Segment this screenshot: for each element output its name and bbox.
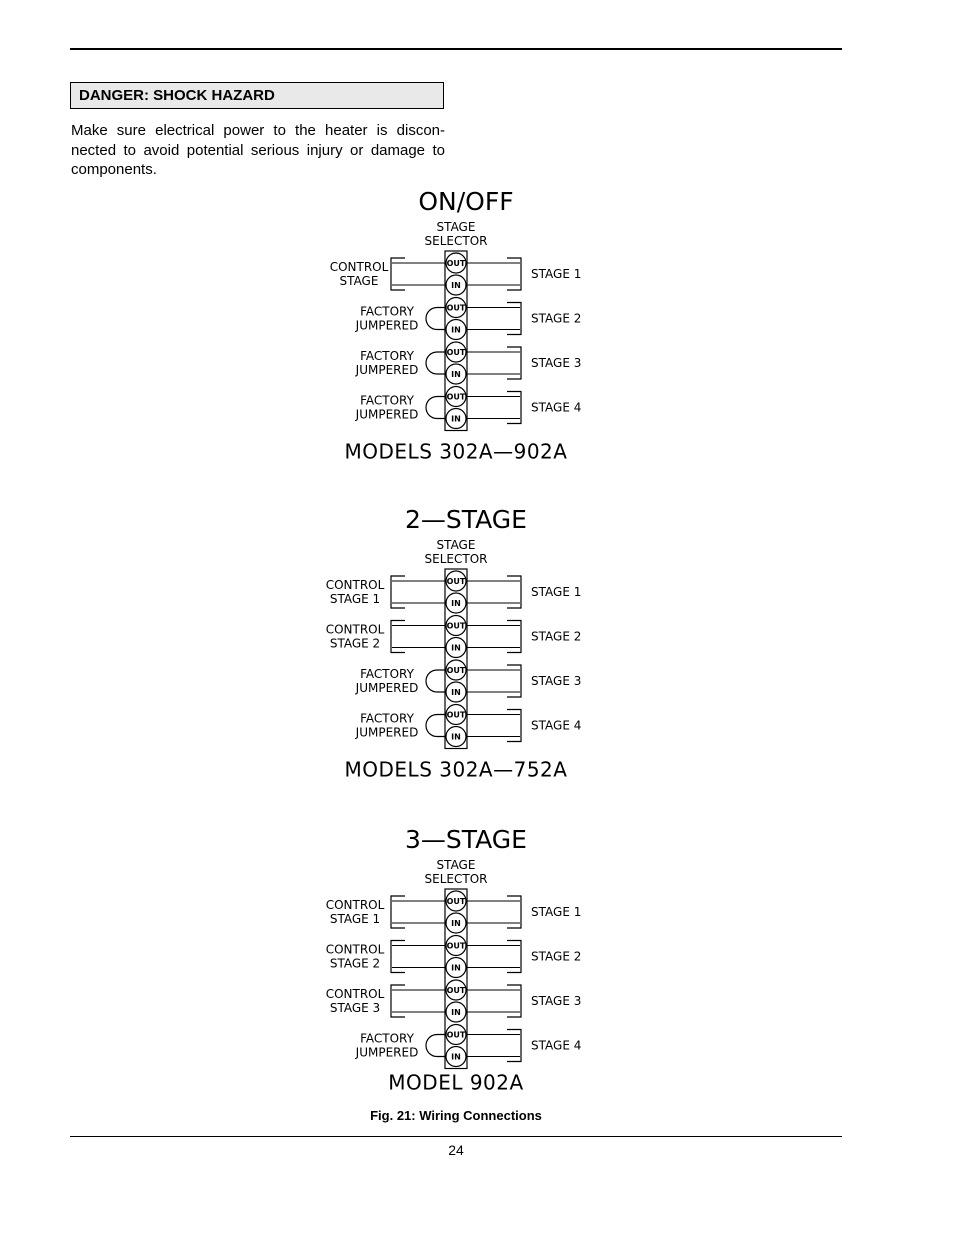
stage-label: STAGE 3 (531, 356, 582, 370)
stage-label: STAGE 2 (531, 949, 582, 964)
terminal-in-label: IN (451, 688, 461, 697)
factory-jumper (426, 1035, 446, 1057)
wiring-diagram (326, 505, 582, 782)
control-label: STAGE 1 (329, 592, 381, 606)
stage-selector-label: STAGE (436, 858, 476, 872)
jumper-label: JUMPERED (355, 407, 419, 422)
jumper-label: JUMPERED (355, 725, 419, 740)
terminal-in-label: IN (451, 963, 461, 973)
terminal-out-label: OUT (446, 577, 466, 586)
terminal-in-label: IN (451, 1052, 461, 1062)
jumper-label: JUMPERED (355, 1045, 419, 1060)
figure-caption: Fig. 21: Wiring Connections (370, 1108, 542, 1123)
terminal-in-label: IN (451, 919, 461, 928)
control-label: CONTROL (325, 987, 385, 1001)
stage-selector-label: STAGE (436, 538, 476, 552)
stage-selector-label: SELECTOR (424, 872, 488, 886)
terminal-in-label: IN (451, 370, 461, 379)
stage-label: STAGE 4 (531, 718, 582, 733)
diagram-title: ON/OFF (418, 187, 514, 216)
terminal-out-label: OUT (446, 621, 466, 631)
control-label: CONTROL (325, 942, 385, 957)
footer-rule (70, 1136, 842, 1137)
terminal-out-label: OUT (446, 1030, 466, 1040)
danger-title: DANGER: SHOCK HAZARD (79, 87, 275, 104)
control-label: STAGE 2 (329, 636, 381, 651)
jumper-label: JUMPERED (355, 318, 419, 333)
stage-label: STAGE 2 (531, 311, 582, 326)
jumper-label: FACTORY (360, 304, 414, 319)
model-label: MODELS 302A—902A (344, 439, 568, 464)
terminal-in-label: IN (451, 643, 461, 653)
stage-label: STAGE 2 (531, 629, 582, 644)
jumper-label: FACTORY (360, 667, 414, 681)
stage-selector-label: SELECTOR (424, 552, 488, 566)
stage-selector-label: SELECTOR (424, 234, 488, 248)
terminal-in-label: IN (451, 414, 461, 424)
factory-jumper (426, 715, 446, 737)
diagram-title: 3—STAGE (405, 825, 527, 854)
stage-label: STAGE 3 (531, 674, 582, 688)
control-label: CONTROL (329, 260, 389, 274)
jumper-label: FACTORY (360, 1031, 414, 1046)
terminal-in-label: IN (451, 281, 461, 290)
factory-jumper (426, 670, 446, 692)
control-label: CONTROL (325, 578, 385, 592)
jumper-label: JUMPERED (355, 681, 419, 695)
terminal-out-label: OUT (446, 941, 466, 951)
stage-label: STAGE 4 (531, 400, 582, 415)
terminal-in-label: IN (451, 732, 461, 742)
terminal-out-label: OUT (446, 986, 466, 995)
factory-jumper (426, 352, 446, 374)
terminal-in-label: IN (451, 599, 461, 608)
terminal-in-label: IN (451, 325, 461, 335)
model-label: MODEL 902A (388, 1070, 524, 1095)
factory-jumper (426, 308, 446, 330)
stage-selector-label: STAGE (436, 220, 476, 234)
jumper-label: JUMPERED (355, 363, 419, 377)
terminal-out-label: OUT (446, 392, 466, 402)
control-label: CONTROL (325, 622, 385, 637)
stage-label: STAGE 1 (531, 267, 582, 281)
terminal-out-label: OUT (446, 666, 466, 675)
terminal-out-label: OUT (446, 348, 466, 357)
terminal-out-label: OUT (446, 710, 466, 720)
wiring-diagram (326, 825, 582, 1095)
control-label: CONTROL (325, 898, 385, 912)
stage-label: STAGE 3 (531, 994, 582, 1008)
terminal-out-label: OUT (446, 303, 466, 313)
model-label: MODELS 302A—752A (344, 757, 568, 782)
wiring-diagram (330, 187, 582, 464)
terminal-out-label: OUT (446, 259, 466, 268)
factory-jumper (426, 397, 446, 419)
jumper-label: FACTORY (360, 349, 414, 363)
terminal-in-label: IN (451, 1008, 461, 1017)
terminal-out-label: OUT (446, 897, 466, 906)
diagram-title: 2—STAGE (405, 505, 527, 534)
control-label: STAGE 3 (329, 1001, 381, 1015)
stage-label: STAGE 4 (531, 1038, 582, 1053)
jumper-label: FACTORY (360, 393, 414, 408)
control-label: STAGE (339, 274, 379, 288)
stage-label: STAGE 1 (531, 585, 582, 599)
page-number: 24 (448, 1142, 464, 1158)
stage-label: STAGE 1 (531, 905, 582, 919)
control-label: STAGE 1 (329, 912, 381, 926)
control-label: STAGE 2 (329, 956, 381, 971)
jumper-label: FACTORY (360, 711, 414, 726)
danger-warning-text: Make sure electrical power to the heater is discon-nected to avoid potential serious injury or damage to components. (71, 122, 445, 178)
